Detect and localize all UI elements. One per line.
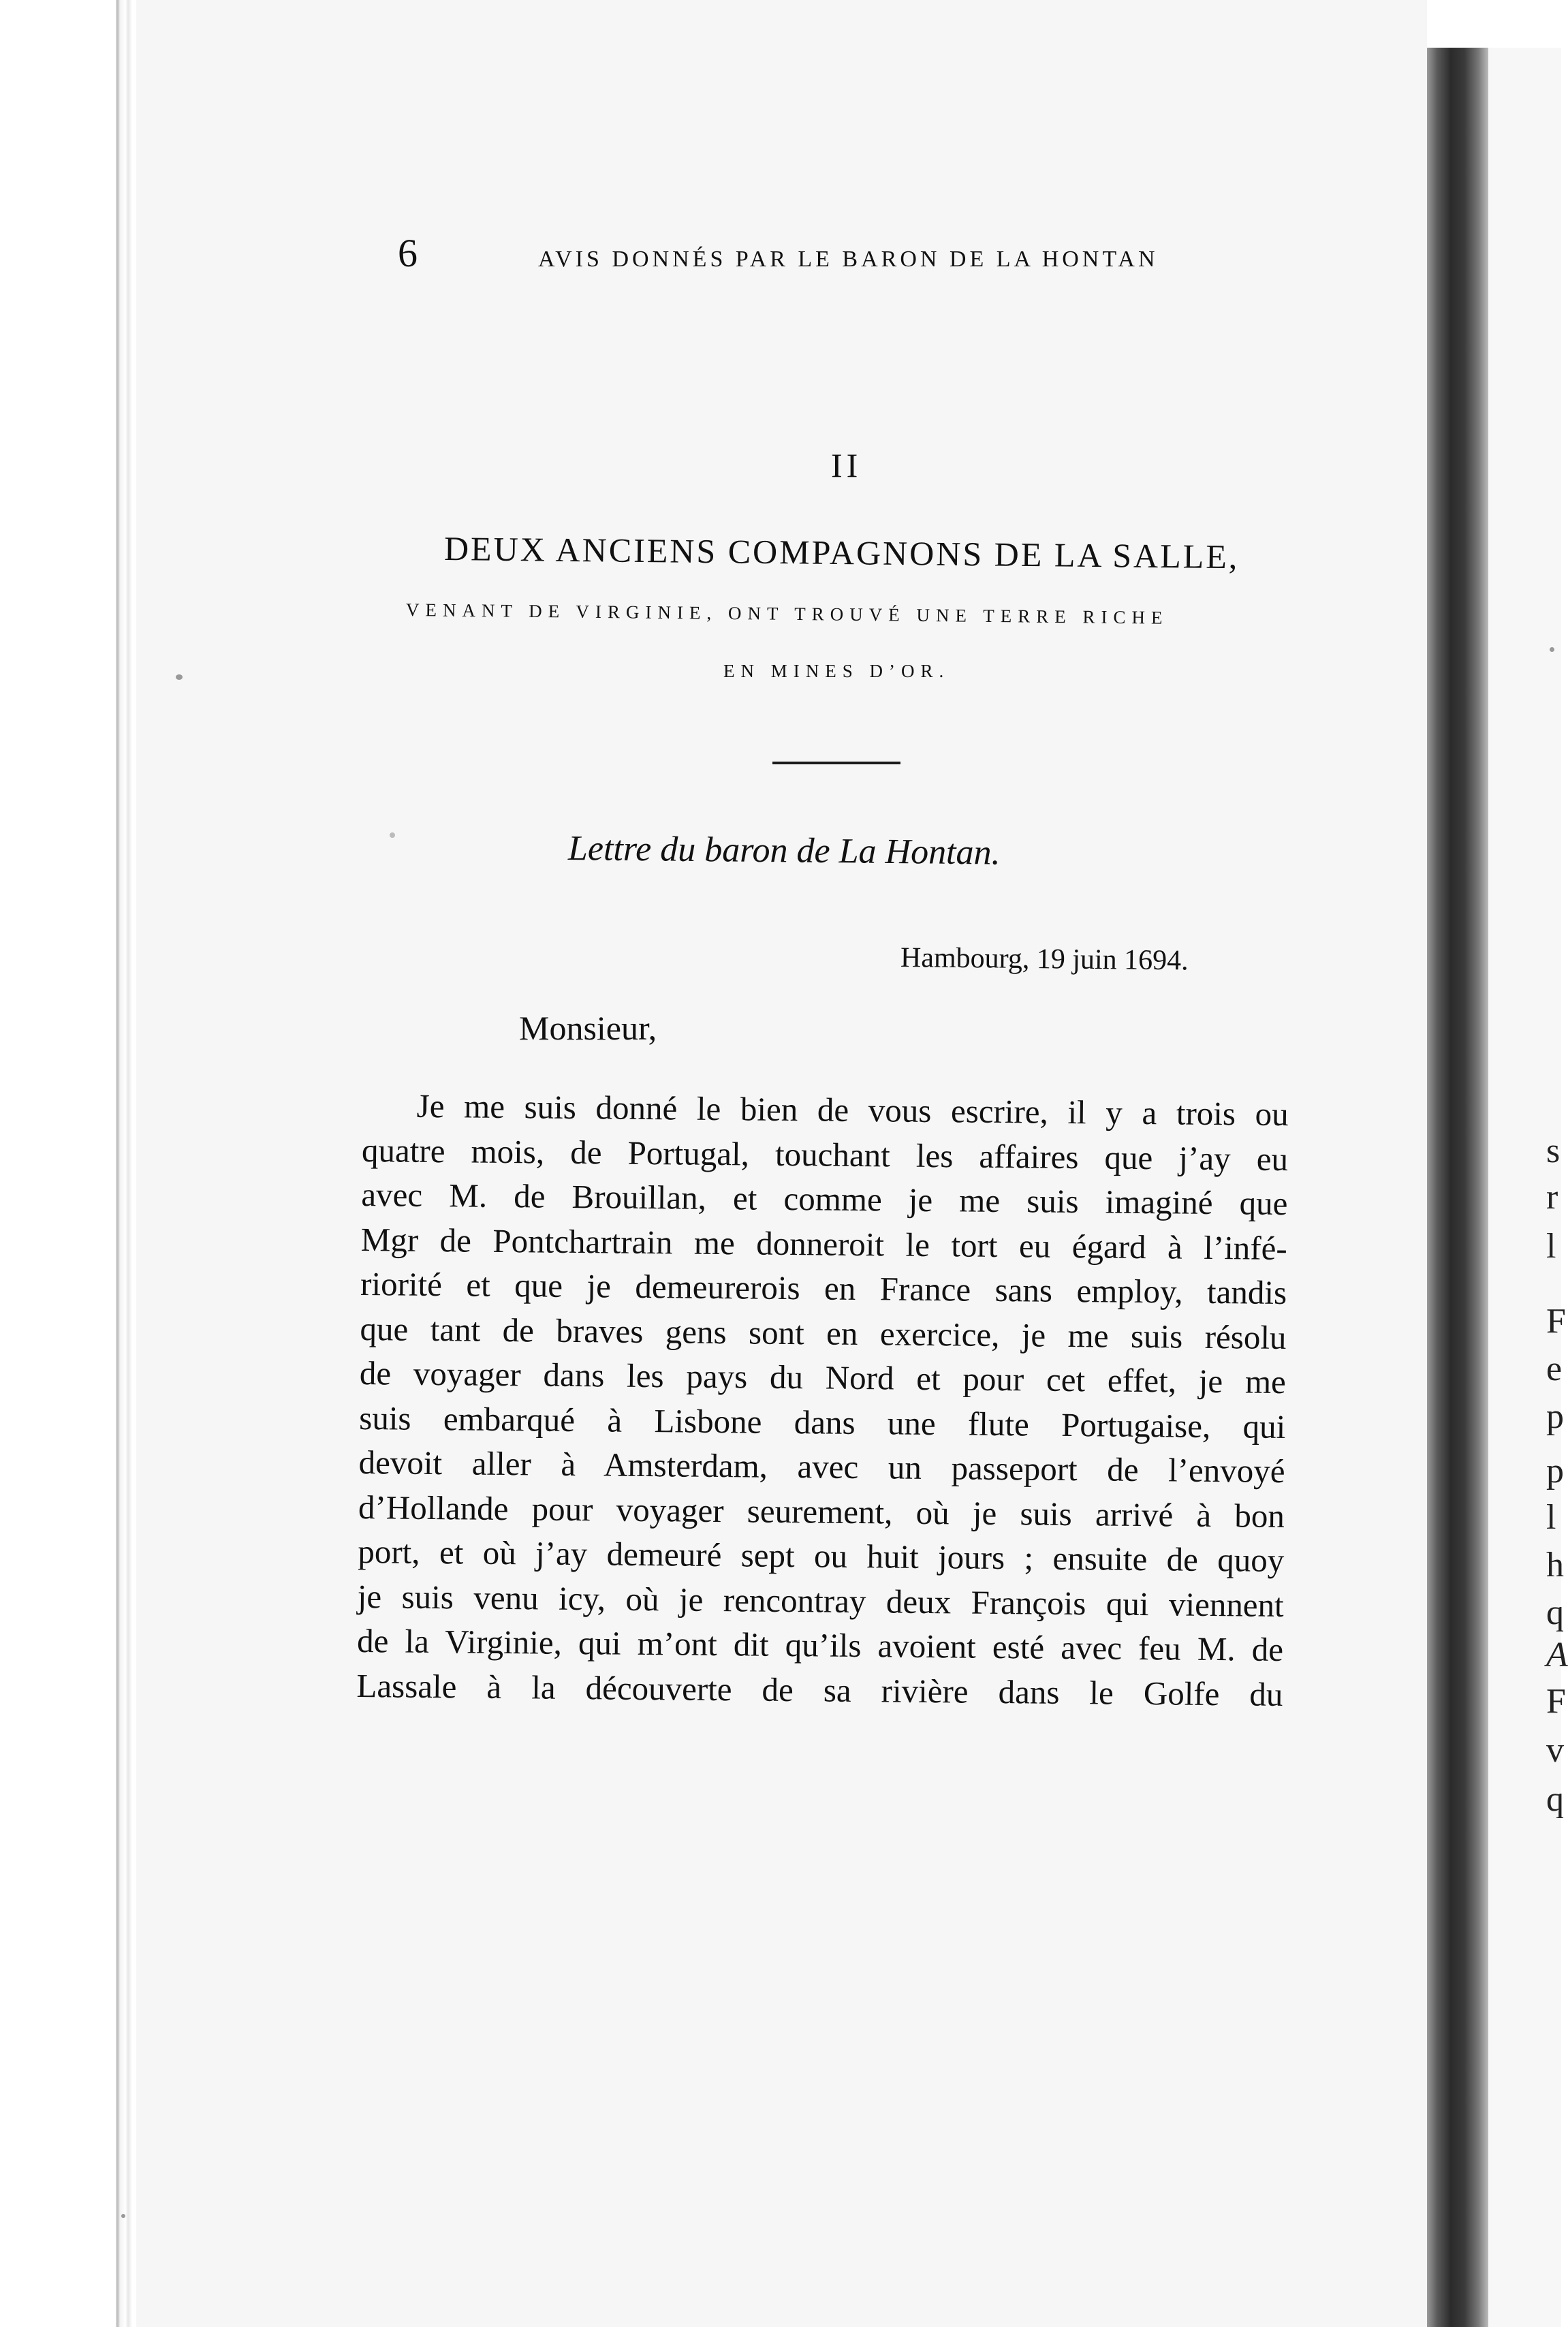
letter-dateline: Hambourg, 19 juin 1694.: [900, 942, 1189, 977]
body-line: avec M. de Brouillan, et comme je me suis imaginé que: [361, 1175, 1288, 1223]
body-line: quatre mois, de Portugal, touchant les affaires que j’ay eu: [361, 1131, 1289, 1178]
section-divider: [772, 762, 900, 764]
next-page-fragment: v: [1546, 1731, 1564, 1770]
scan-speck: [390, 832, 395, 838]
body-line: Je me suis donné le bien de vous escrire, il y a trois ou: [416, 1087, 1289, 1134]
body-line: port, et où j’ay demeuré sept ou huit jours ; ensuite de quoy: [358, 1532, 1285, 1580]
next-page-fragment: h: [1546, 1546, 1564, 1584]
body-line: devoit aller à Amsterdam, avec un passeport de l’envoyé: [358, 1443, 1285, 1490]
next-page-fragment: q: [1546, 1593, 1564, 1632]
book-gutter: [1427, 48, 1488, 2327]
section-number: II: [831, 446, 862, 484]
section-subtitle-line-1: VENANT DE VIRGINIE, ONT TROUVÉ UNE TERRE RICHE: [405, 599, 1169, 628]
scan-speck: [176, 674, 183, 680]
gutter-top: [1427, 0, 1488, 48]
body-line: suis embarqué à Lisbone dans une flute Portugaise, qui: [359, 1399, 1286, 1446]
next-page-fragment: l: [1546, 1498, 1556, 1537]
next-page-fragment: p: [1546, 1452, 1564, 1490]
body-line: d’Hollande pour voyager seurement, où je suis arrivé à bon: [358, 1488, 1285, 1535]
scan-speck: [121, 2214, 125, 2218]
page-number: 6: [398, 231, 418, 275]
body-line: Lassale à la découverte de sa rivière dans le Golfe du: [356, 1666, 1283, 1713]
body-line: que tant de braves gens sont en exercice, je me suis résolu: [360, 1309, 1287, 1356]
body-line: de la Virginie, qui m’ont dit qu’ils avoient esté avec feu M. de: [356, 1621, 1284, 1669]
section-subtitle-line-2: EN MINES D’OR.: [723, 661, 950, 681]
running-head: AVIS DONNÉS PAR LE BARON DE LA HONTAN: [538, 247, 1159, 272]
next-page-fragment: l: [1546, 1227, 1556, 1266]
next-page-fragment: r: [1546, 1178, 1558, 1217]
next-page-fragment: F: [1546, 1302, 1566, 1341]
next-page-fragment: q: [1546, 1780, 1564, 1819]
next-page-fragment: e: [1546, 1349, 1563, 1388]
next-page-fragment: p: [1546, 1397, 1564, 1436]
body-line: Mgr de Pontchartrain me donneroit le tort eu égard à l’infé-: [360, 1220, 1288, 1267]
section-title: DEUX ANCIENS COMPAGNONS DE LA SALLE,: [443, 529, 1240, 576]
body-line: je suis venu icy, où je rencontray deux François qui viennent: [357, 1577, 1284, 1624]
next-page-fragment: s: [1546, 1131, 1561, 1170]
body-line: de voyager dans les pays du Nord et pour cet effet, je me: [359, 1354, 1287, 1401]
letter-body: [356, 1083, 1289, 1717]
letter-heading: Lettre du baron de La Hontan.: [567, 829, 1001, 873]
body-line: riorité et que je demeurerois en France sans employ, tandis: [360, 1264, 1287, 1312]
scan-speck: [1550, 647, 1554, 652]
letter-salutation: Monsieur,: [519, 1009, 657, 1047]
next-page-fragment: A: [1546, 1636, 1568, 1674]
next-page-fragment: F: [1546, 1682, 1566, 1721]
